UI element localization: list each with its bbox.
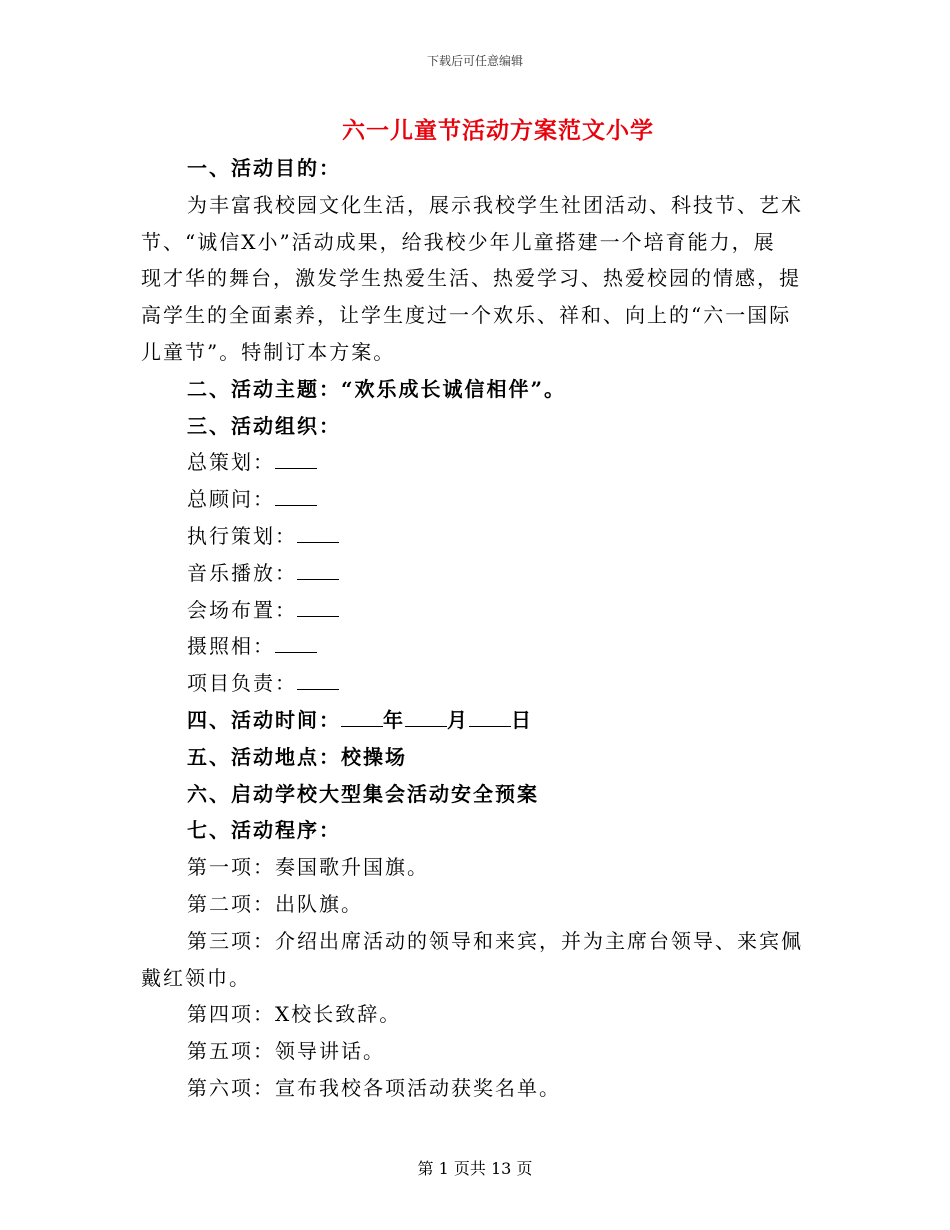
org-item-label: 摄照相： [187, 634, 275, 659]
fill-in-blank [297, 673, 339, 690]
fill-in-blank [275, 452, 317, 469]
program-item: 第六项：宣布我校各项活动获奖名单。 [187, 1075, 561, 1100]
year-blank [341, 710, 383, 727]
paragraph-line: 儿童节”。特制订本方案。 [141, 339, 396, 364]
org-item [141, 518, 801, 555]
org-item [141, 628, 801, 665]
section-heading-theme: 二、活动主题：“欢乐成长诚信相伴”。 [187, 376, 567, 401]
org-item [141, 665, 801, 702]
org-item-label: 项目负责： [187, 671, 297, 696]
program-item-continuation: 戴红领巾。 [141, 965, 251, 990]
org-item-label: 总顾问： [187, 487, 275, 512]
paragraph-line: 为丰富我校园文化生活，展示我校学生社团活动、科技节、艺术 [187, 192, 803, 217]
section-heading-program: 七、活动程序： [187, 818, 341, 843]
page-footer: 第 1 页共 13 页 [417, 1159, 533, 1178]
section-heading-safety: 六、启动学校大型集会活动安全预案 [187, 781, 539, 806]
fill-in-blank [275, 636, 317, 653]
fill-in-blank [297, 600, 339, 617]
program-item: 第四项：X校长致辞。 [187, 1002, 402, 1027]
month-blank [405, 710, 447, 727]
fill-in-blank [297, 563, 339, 580]
section-heading-purpose: 一、活动目的： [187, 156, 341, 180]
program-item: 第一项：奏国歌升国旗。 [187, 855, 429, 880]
org-item [141, 481, 801, 518]
paragraph-line: 现才华的舞台，激发学生热爱生活、热爱学习、热爱校园的情感，提 [141, 266, 801, 291]
org-item-label: 会场布置： [187, 597, 297, 622]
paragraph-line: 高学生的全面素养，让学生度过一个欢乐、祥和、向上的“六一国际 [141, 303, 792, 328]
program-item: 第三项：介绍出席活动的领导和来宾，并为主席台领导、来宾佩 [187, 928, 803, 953]
program-item: 第二项：出队旗。 [187, 891, 363, 916]
program-item: 第五项：领导讲话。 [187, 1039, 385, 1064]
page-header: 下载后可任意编辑 [426, 54, 523, 68]
document-body [141, 150, 801, 1107]
fill-in-blank [275, 489, 317, 506]
org-item [141, 592, 801, 629]
org-item-label: 总策划： [187, 450, 275, 475]
org-item-label: 音乐播放： [187, 560, 297, 585]
section-heading-place: 五、活动地点：校操场 [187, 744, 407, 769]
org-item-label: 执行策划： [187, 523, 297, 548]
section-heading-time [141, 702, 801, 739]
org-item [141, 555, 801, 592]
fill-in-blank [297, 526, 339, 543]
day-blank [469, 710, 511, 727]
time-label: 四、活动时间： [187, 707, 341, 732]
section-heading-organization: 三、活动组织： [187, 413, 341, 438]
day-label: 日 [511, 707, 533, 732]
paragraph-line: 节、“诚信X小”活动成果，给我校少年儿童搭建一个培育能力，展 [141, 229, 776, 254]
year-label: 年 [383, 707, 405, 732]
month-label: 月 [447, 707, 469, 732]
document-title: 六一儿童节活动方案范文小学 [342, 117, 654, 144]
org-item [141, 444, 801, 481]
